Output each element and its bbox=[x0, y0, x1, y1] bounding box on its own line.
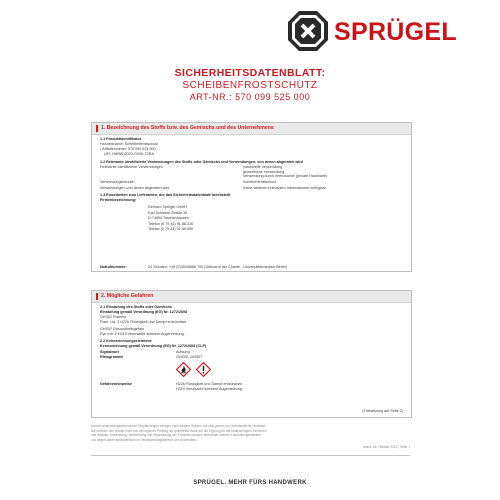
s13-title: 1.3 Einzelheiten zum Lieferanten, der das Sicherheitsdatenblatt bereitstellt bbox=[100, 193, 231, 197]
ghs02-line: GHS02 Flamme bbox=[100, 315, 127, 319]
s22-subtitle: Kennzeichnung gemäß Verordnung (EG) Nr. 1272/2008 (CLP) bbox=[100, 344, 207, 348]
use-row-label: Verwendungen, von denen abgeraten wird bbox=[100, 185, 170, 190]
ghs07-line: GHS07 Gesundheitsgefahr bbox=[100, 327, 145, 331]
product-name: SCHEIBENFROSTSCHUTZ bbox=[182, 80, 318, 91]
address-line: Telefax (0 79 43) 91 88-990 bbox=[148, 227, 194, 231]
address-line: Karl-Schwarz-Straße 39 bbox=[148, 210, 188, 215]
pictogram-value: GHS02, GHS07 bbox=[176, 355, 203, 359]
flame-hazard-icon bbox=[176, 362, 191, 377]
address-line: Gerhard Sprügel GmbH bbox=[148, 205, 187, 209]
disclaimer-line: Unsere anwendungstechnischen Empfehlungen erfolgen nach bestem Wissen, sie sind jedoch nur unverbindliche Hinweise. bbox=[91, 424, 267, 428]
s21-subtitle: Einstufung gemäß Verordnung (EG) Nr. 1272/2008 bbox=[100, 310, 188, 314]
pictogram-label: Piktogramme bbox=[100, 355, 124, 359]
disclaimer-line: und Zwecke. Anwendung, Verwendung und Verarbeitung der Produkte erfolgen außerhalb unserer Kontrollmöglichkeiten bbox=[91, 433, 261, 437]
use-row-value: Keine weiteren relevanten Informationen verfügbar. bbox=[243, 185, 327, 190]
section-2-header bbox=[92, 291, 411, 303]
eye-irrit-line: Eye Irrit. 2 H319 Verursacht schwere Augenreizung. bbox=[100, 332, 185, 336]
use-row-value: Verwendung durch Verbraucher (private Haushalte) bbox=[243, 174, 328, 178]
trade-name: Handelsname: Scheibenfrostschutz bbox=[100, 142, 159, 146]
disclaimer-line: Sie befreien den Käufer nicht von der eigenen Prüfung der gelieferten Ware auf die Eignung für die beabsichtigten Verfahren bbox=[91, 428, 267, 433]
date-page: Stand: 18. Oktober 2022 | Seite 1 bbox=[362, 445, 410, 449]
signal-word-label: Signalwort bbox=[100, 350, 119, 354]
use-row-value: Scheibenfrostschutz bbox=[243, 180, 277, 184]
logo-mark-icon bbox=[287, 10, 329, 52]
use-row-label: Verwendungsbereich bbox=[100, 180, 135, 184]
document-title: SICHERHEITSDATENBLATT: bbox=[174, 67, 326, 79]
s11-title: 1.1 Produktidentifikator bbox=[100, 137, 142, 141]
flam-line: Flam. Liq. 3 H226 Flüssigkeit und Dampf entzündbar. bbox=[100, 320, 187, 324]
hazard-statement: H226 Flüssigkeit und Dampf entzündbar. bbox=[176, 382, 243, 386]
sprugel-logo bbox=[287, 10, 477, 56]
section-2 bbox=[91, 290, 412, 418]
hazard-statement: H319 Verursacht schwere Augenreizung. bbox=[176, 387, 243, 391]
use-row-value: gewerbliche Verwendung bbox=[243, 169, 285, 174]
s21-title: 2.1 Einstufung des Stoffs oder Gemischs bbox=[100, 305, 172, 309]
hazard-statements-label: Gefahrenhinweise bbox=[100, 382, 132, 386]
section-marker bbox=[96, 125, 98, 132]
section-2-heading: 2. Mögliche Gefahren bbox=[101, 293, 154, 299]
emergency-number: 24 Stunden: +49 (0)30/30686 700 (Giftnotruf der Charité - Universitätsmedizin Berlin) bbox=[148, 265, 287, 269]
continued-note: (Fortsetzung auf Seite 2) bbox=[362, 409, 403, 413]
s22-title: 2.2 Kennzeichnungselemente bbox=[100, 339, 152, 343]
ufi-line: UFI: HHBW-6020-G00K-T2RA bbox=[104, 152, 154, 156]
disclaimer-line: und liegen daher ausschließlich im Verantwortungsbereich des Anwenders. bbox=[91, 437, 197, 442]
emergency-label: Notrufnummer: bbox=[100, 265, 127, 269]
section-1-heading: 1. Bezeichnung des Stoffs bzw. des Gemischs und des Unternehmens bbox=[101, 125, 274, 131]
section-1-header bbox=[92, 123, 411, 135]
section-marker bbox=[96, 293, 98, 300]
address-line: D-74653 Stachenhausen bbox=[148, 216, 189, 220]
address-line: Telefon (0 79 43) 91 88-330 bbox=[148, 221, 194, 226]
use-row-label: Relevante identifizierte Verwendungen bbox=[100, 165, 163, 169]
exclamation-hazard-icon bbox=[196, 362, 211, 377]
section-1 bbox=[91, 122, 412, 272]
article-no-line: • Artikelnummer: 570 099 525 000 bbox=[100, 147, 156, 151]
signal-word-value: Achtung bbox=[176, 350, 190, 354]
footer-divider bbox=[91, 455, 410, 456]
brand-name: SPRÜGEL bbox=[334, 18, 457, 46]
s12-title: 1.2 Relevante identifizierte Verwendungen des Stoffs oder Gemischs und Verwendungen, von denen abgeraten wird bbox=[100, 160, 303, 164]
company-label: Firmenbezeichnung: bbox=[100, 198, 137, 202]
article-number: ART-NR.: 570 099 525 000 bbox=[189, 92, 311, 102]
footer-slogan: SPRÜGEL. MEHR FÜRS HANDWERK bbox=[193, 480, 307, 486]
use-row-value: industrielle Verwendung bbox=[243, 165, 283, 169]
